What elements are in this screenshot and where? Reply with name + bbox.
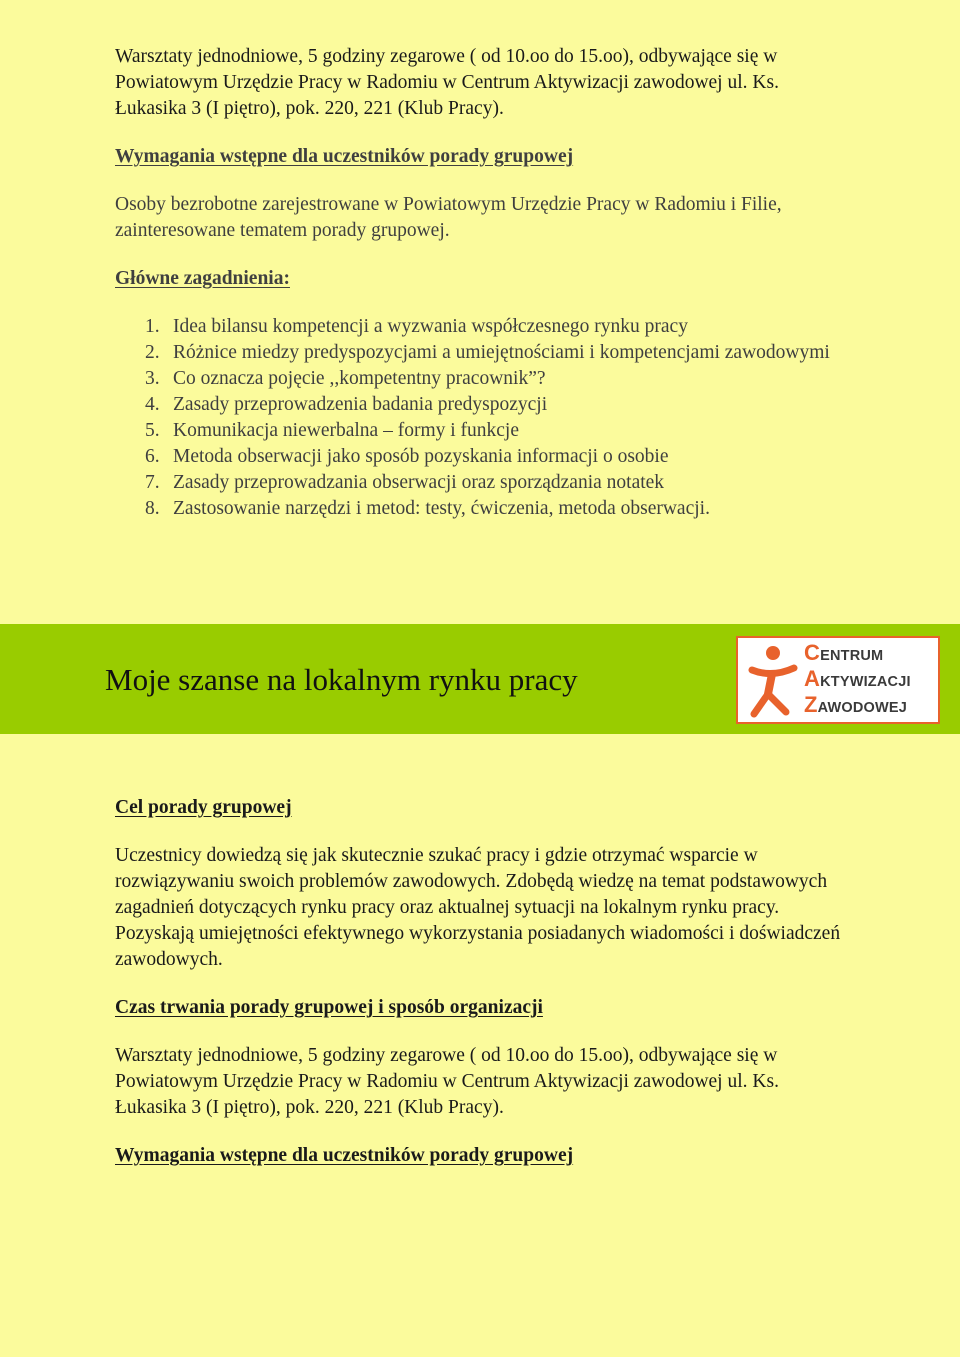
organization-paragraph: Warsztaty jednodniowe, 5 godziny zegarowe ( od 10.oo do 15.oo), odbywające się w Powiatowym Urzędzie Pracy w Radomiu w Centrum Aktywizacji zawodowej ul. Ks. Łukasika 3 (I piętro), pok. 220, 221 (Klub Pracy).: [115, 46, 779, 119]
list-item: [115, 366, 855, 392]
list-item-text: Komunikacja niewerbalna – formy i funkcje: [173, 420, 520, 441]
list-item-number: 7.: [145, 472, 160, 493]
list-item-text: Zasady przeprowadzania obserwacji oraz sporządzania notatek: [173, 472, 665, 493]
goal-paragraph: Uczestnicy dowiedzą się jak skutecznie szukać pracy i gdzie otrzymać wsparcie w rozwiązywaniu swoich problemów zawodowych. Zdobędą wiedzę na temat podstawowych zagadnień dotyczących rynku pracy oraz aktualnej sytuacji na lokalnym rynku pracy. Pozyskają umiejętności efektywnego wykorzystania posiadanych wiadomości i doświadczeń zawodowych.: [115, 845, 841, 970]
requirements-heading: Wymagania wstępne dla uczestników porady grupowej: [115, 146, 574, 167]
list-item: [115, 392, 855, 418]
requirements-heading-2: Wymagania wstępne dla uczestników porady grupowej: [115, 1145, 574, 1166]
list-item: [115, 444, 855, 470]
topics-heading: Główne zagadnienia:: [115, 268, 290, 289]
list-item-number: 8.: [145, 498, 160, 519]
list-item-text: Co oznacza pojęcie ,,kompetentny pracownik”?: [173, 368, 546, 389]
list-item: [115, 470, 855, 496]
running-person-icon: [742, 644, 804, 720]
logo-line-2: AKTYWIZACJI: [804, 666, 911, 691]
list-item: [115, 314, 855, 340]
caz-logo: [736, 636, 940, 724]
list-item: [115, 340, 855, 366]
banner-title: Moje szanse na lokalnym rynku pracy: [105, 662, 578, 697]
list-item-number: 6.: [145, 446, 160, 467]
list-item-number: 1.: [145, 316, 160, 337]
list-item-number: 4.: [145, 394, 160, 415]
duration-heading: Czas trwania porady grupowej i sposób organizacji: [115, 997, 543, 1018]
requirements-paragraph: Osoby bezrobotne zarejestrowane w Powiatowym Urzędzie Pracy w Radomiu i Filie, zainteresowane tematem porady grupowej.: [115, 194, 782, 241]
goal-heading: Cel porady grupowej: [115, 797, 292, 818]
duration-paragraph: Warsztaty jednodniowe, 5 godziny zegarowe ( od 10.oo do 15.oo), odbywające się w Powiatowym Urzędzie Pracy w Radomiu w Centrum Aktywizacji zawodowej ul. Ks. Łukasika 3 (I piętro), pok. 220, 221 (Klub Pracy).: [115, 1045, 779, 1118]
list-item-text: Zasady przeprowadzenia badania predyspozycji: [173, 394, 548, 415]
list-item-text: Zastosowanie narzędzi i metod: testy, ćwiczenia, metoda obserwacji.: [173, 498, 710, 519]
list-item-text: Metoda obserwacji jako sposób pozyskania informacji o osobie: [173, 446, 669, 467]
list-item-text: Idea bilansu kompetencji a wyzwania współczesnego rynku pracy: [173, 316, 688, 337]
list-item-number: 5.: [145, 420, 160, 441]
topics-list: [115, 314, 855, 522]
logo-line-3: ZAWODOWEJ: [804, 692, 908, 717]
list-item-number: 3.: [145, 368, 160, 389]
list-item: [115, 496, 855, 522]
section-banner: [0, 624, 960, 734]
list-item: [115, 418, 855, 444]
list-item-number: 2.: [145, 342, 160, 363]
list-item-text: Różnice miedzy predyspozycjami a umiejętnościami i kompetencjami zawodowymi: [173, 342, 830, 363]
top-section: [115, 44, 855, 522]
logo-line-1: CENTRUM: [804, 640, 884, 665]
bottom-section: [115, 795, 855, 1169]
